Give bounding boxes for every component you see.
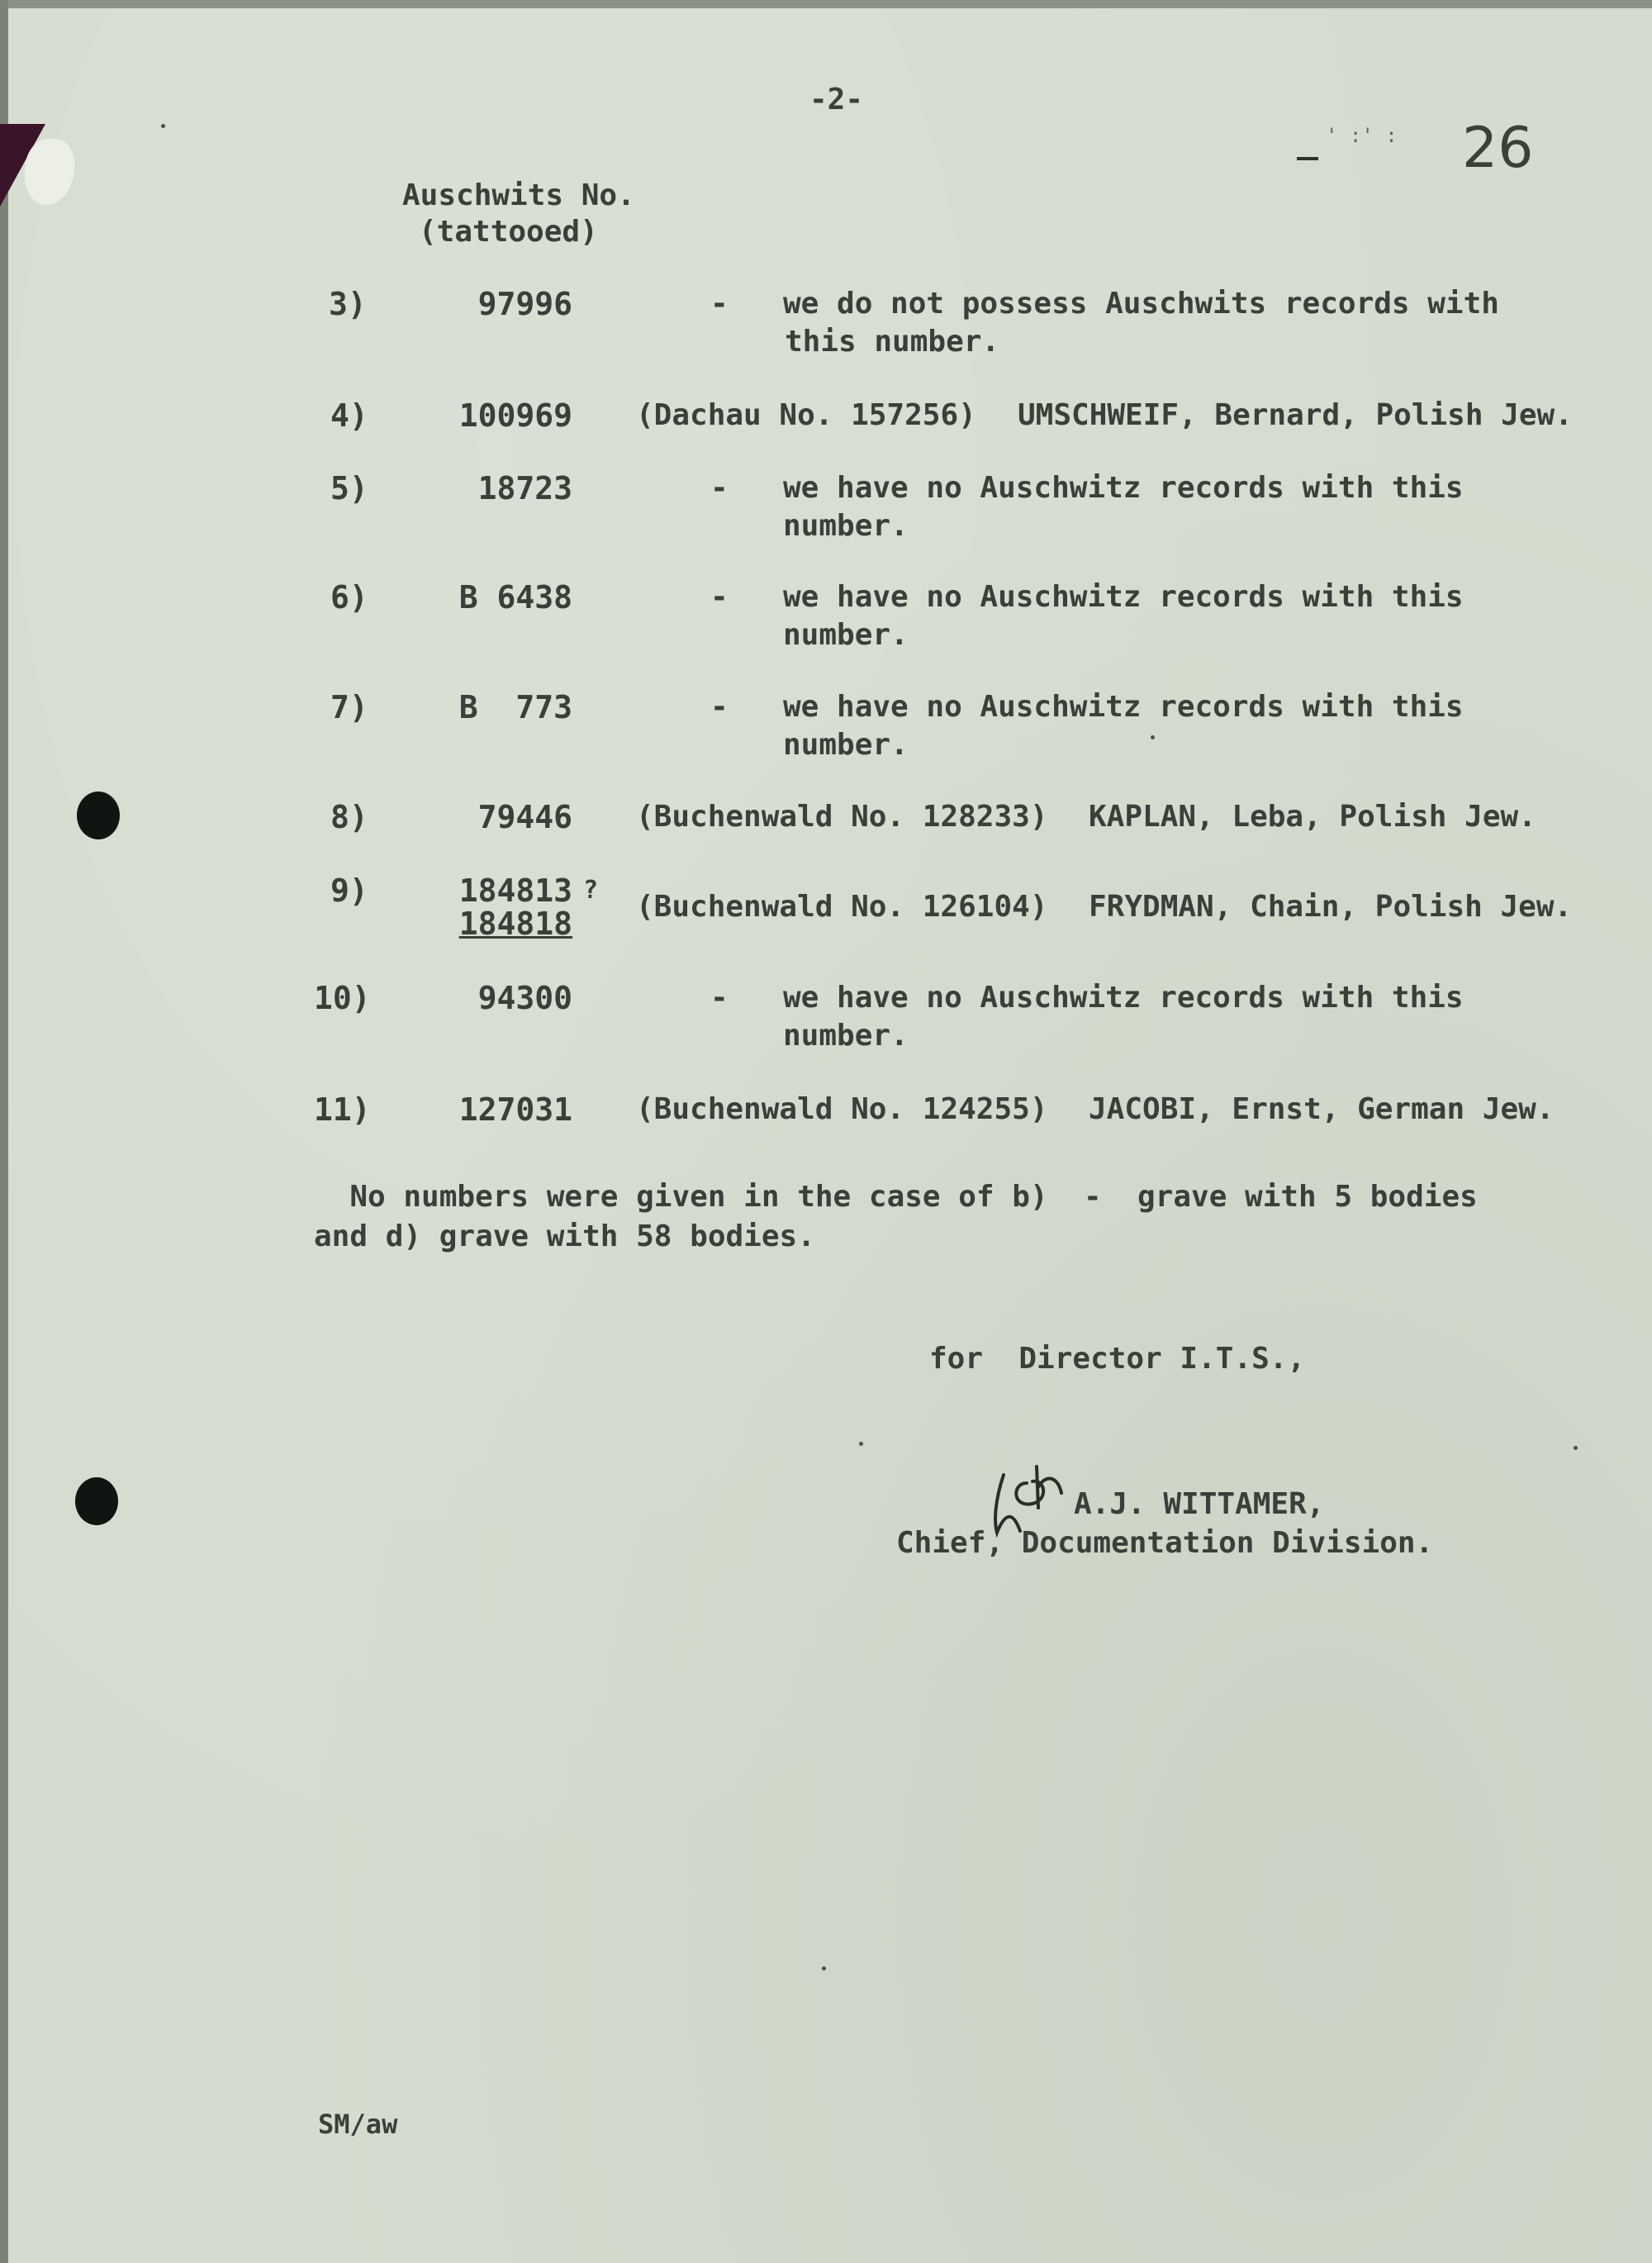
paper-speck — [1151, 735, 1155, 739]
stamp-dots: ' :' : — [1326, 124, 1398, 147]
note-line2: and d) grave with 58 bodies. — [314, 1219, 815, 1253]
list-item — [0, 1091, 1652, 1173]
entry-name: JACOBI, Ernst, German Jew. — [1089, 1092, 1555, 1126]
entry-index: 8) — [330, 799, 368, 835]
entry-index: 11) — [314, 1091, 371, 1128]
page-edge-top — [0, 0, 1652, 8]
signatory-name: A.J. WITTAMER, — [1074, 1487, 1325, 1521]
entry-number: 100969 — [458, 397, 572, 434]
entry-text-line1: we have no Auschwitz records with this — [783, 690, 1464, 724]
entry-text-line1: we have no Auschwitz records with this — [783, 981, 1464, 1015]
column-header-title: Auschwits No. — [402, 178, 635, 212]
entry-reference: (Buchenwald No. 124255) — [636, 1092, 1048, 1126]
paper-speck — [822, 1966, 826, 1971]
entry-name: UMSCHWEIF, Bernard, Polish Jew. — [1018, 398, 1573, 432]
entry-number: 94300 — [477, 980, 572, 1016]
entry-text-line1: we have no Auschwitz records with this — [783, 580, 1464, 614]
list-item — [0, 798, 1652, 881]
entry-index: 9) — [330, 872, 368, 909]
entry-dash: - — [710, 981, 729, 1015]
archive-stamp-number: 26 — [1462, 116, 1534, 181]
list-item — [0, 285, 1652, 368]
entry-index: 10) — [314, 980, 371, 1016]
signature-for-line: for Director I.T.S., — [929, 1342, 1306, 1376]
note-paragraph — [314, 1177, 1478, 1257]
paper-speck — [161, 124, 165, 128]
entry-number: 97996 — [477, 286, 572, 322]
signatory-title: Chief, Documentation Division. — [896, 1526, 1434, 1560]
entry-dash: - — [710, 471, 729, 505]
paper-speck — [859, 1442, 863, 1446]
entry-number: 18723 — [477, 470, 572, 506]
entry-text-line2: number. — [783, 1019, 909, 1053]
entry-query-mark: ? — [583, 876, 599, 905]
entry-text-line2: number. — [783, 509, 909, 543]
entry-index: 5) — [330, 470, 368, 506]
entry-text-line2: number. — [783, 728, 909, 762]
entry-index: 3) — [329, 286, 367, 322]
entry-number: 79446 — [477, 799, 572, 835]
paper-speck — [1574, 1446, 1578, 1450]
note-line1: No numbers were given in the case of b) - grave with 5 bodies — [314, 1180, 1478, 1214]
column-header-subtitle: (tattooed) — [419, 215, 598, 249]
entry-reference: (Buchenwald No. 126104) — [636, 890, 1048, 924]
column-header — [402, 178, 635, 250]
entry-index: 4) — [330, 397, 368, 434]
entry-name: KAPLAN, Leba, Polish Jew. — [1089, 800, 1536, 834]
list-item — [0, 397, 1652, 479]
entry-number: 184813 — [458, 872, 572, 909]
entry-text-line2: this number. — [785, 325, 1000, 359]
corner-tear — [25, 139, 74, 205]
entry-number-alt: 184818 — [458, 906, 572, 942]
list-item — [0, 578, 1652, 661]
entry-dash: - — [710, 287, 729, 321]
entry-text-line2: number. — [783, 618, 909, 652]
entry-reference: (Buchenwald No. 128233) — [636, 800, 1048, 834]
punch-hole-bottom — [75, 1477, 118, 1525]
list-item — [0, 979, 1652, 1062]
entry-text-line1: we do not possess Auschwits records with — [783, 287, 1499, 321]
list-item — [0, 872, 1652, 954]
stamp-tick-mark — [1297, 157, 1318, 160]
list-item — [0, 688, 1652, 771]
entry-dash: - — [710, 580, 729, 614]
entry-number: B 773 — [458, 689, 572, 725]
page-number: -2- — [809, 83, 864, 116]
entry-index: 7) — [330, 689, 368, 725]
entry-reference: (Dachau No. 157256) — [636, 398, 976, 432]
entry-name: FRYDMAN, Chain, Polish Jew. — [1089, 890, 1573, 924]
entry-index: 6) — [330, 579, 368, 616]
list-item — [0, 469, 1652, 552]
entry-dash: - — [710, 690, 729, 724]
entry-text-line1: we have no Auschwitz records with this — [783, 471, 1464, 505]
entry-number: 127031 — [458, 1091, 572, 1128]
entry-number: B 6438 — [458, 579, 572, 616]
typist-initials: SM/aw — [318, 2108, 398, 2140]
